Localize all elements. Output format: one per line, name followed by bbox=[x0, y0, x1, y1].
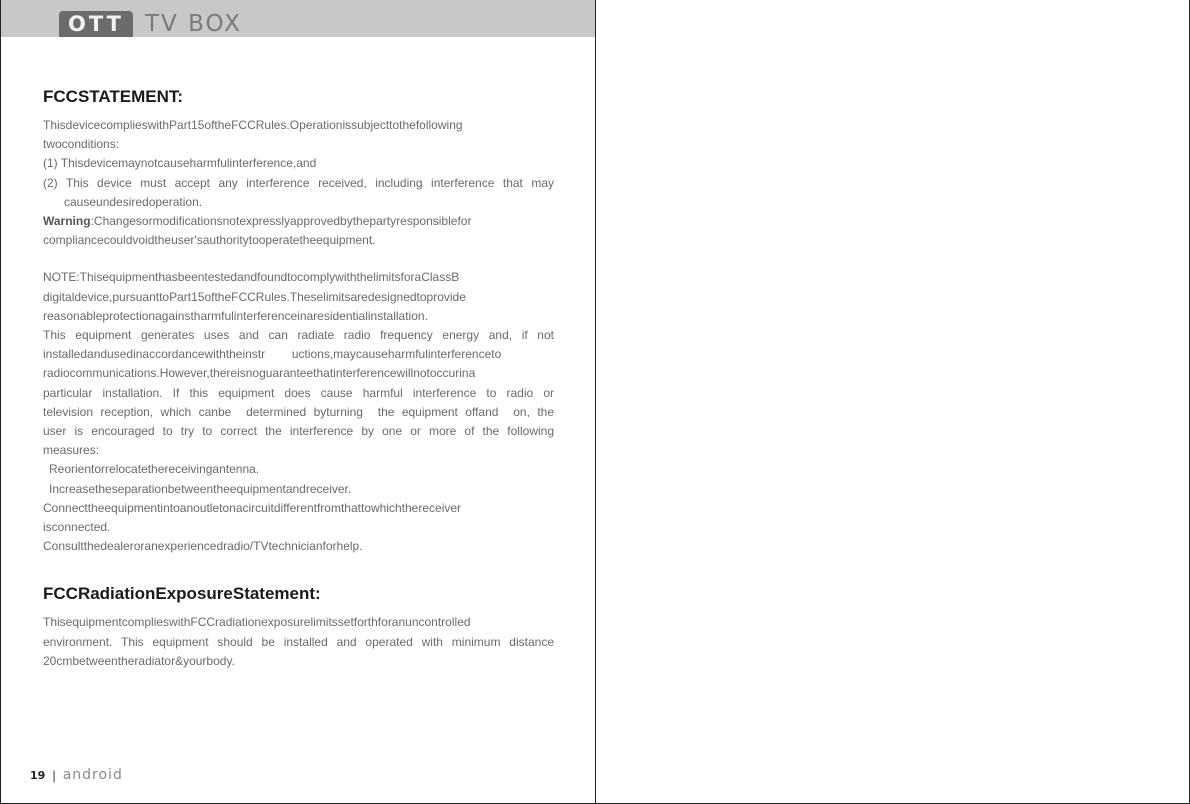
page-number: 19 bbox=[30, 768, 46, 782]
footer-separator: | bbox=[52, 767, 56, 783]
note-line: digitaldevice,pursuanttoPart15oftheFCCRules.Theselimitsaredesignedtoprovide bbox=[43, 289, 466, 304]
header-bar bbox=[1, 0, 595, 37]
spacer bbox=[43, 556, 554, 583]
tv-box-brand-text: TV BOX bbox=[145, 11, 242, 37]
radiation-line: environment. This equipment should be installed and operated with minimum distance bbox=[43, 634, 554, 649]
note-line: television reception, which canbe determined byturning the equipment offand on, the bbox=[43, 404, 554, 419]
page-content bbox=[43, 86, 554, 671]
android-brand-text: android bbox=[62, 767, 123, 783]
condition-2-line: causeundesiredoperation. bbox=[64, 194, 203, 209]
condition-1: (1) Thisdevicemaynotcauseharmfulinterference,and bbox=[43, 156, 317, 171]
ott-logo-badge: OTT bbox=[59, 11, 133, 37]
radiation-line: 20cmbetweentheradiator&yourbody. bbox=[43, 653, 235, 668]
radiation-statement-title: FCCRadiationExposureStatement: bbox=[43, 584, 321, 604]
warning-line: compliancecouldvoidtheuser'sauthoritytooperatetheequipment. bbox=[43, 233, 376, 248]
note-line: measures: bbox=[43, 443, 100, 458]
note-line: reasonableprotectionagainstharmfulinterferenceinaresidentialinstallation. bbox=[43, 308, 428, 323]
warning-label: Warning bbox=[43, 214, 91, 229]
fcc-statement-title: FCCSTATEMENT: bbox=[43, 87, 184, 106]
measure-item: Consultthedealeroranexperiencedradio/TVtechnicianforhelp. bbox=[43, 539, 363, 554]
spacer bbox=[43, 250, 554, 268]
measure-item: isconnected. bbox=[43, 520, 111, 535]
note-line: user is encouraged to try to correct the interference by one or more of the following bbox=[43, 424, 554, 439]
fcc-intro-line: ThisdevicecomplieswithPart15oftheFCCRules.Operationissubjecttothefollowing bbox=[43, 118, 463, 132]
condition-2-line: (2) This device must accept any interference received, including interference that may bbox=[43, 175, 554, 190]
measure-item: Reorientorrelocatethereceivingantenna. bbox=[49, 462, 260, 477]
fcc-intro-line: twoconditions: bbox=[43, 137, 120, 152]
right-page-blank bbox=[595, 0, 1190, 804]
note-line: This equipment generates uses and can radiate radio frequency energy and, if not bbox=[43, 328, 554, 343]
measure-item: Connecttheequipmentintoanoutletonacircuitdifferentfromthattowhichthereceiver bbox=[43, 500, 462, 515]
radiation-line: ThisequipmentcomplieswithFCCradiationexposurelimitssetforthforanuncontrolled bbox=[43, 615, 471, 630]
page-footer bbox=[30, 765, 123, 785]
measure-item: Increasetheseparationbetweentheequipmentandreceiver. bbox=[49, 481, 352, 496]
note-line: particular installation. If this equipment does cause harmful interference to radio or bbox=[43, 385, 554, 400]
warning-text: :Changesormodificationsnotexpresslyapprovedbythepartyresponsiblefor bbox=[90, 214, 472, 229]
note-line: radiocommunications.However,thereisnoguaranteethatinterferencewillnotoccurina bbox=[43, 366, 476, 381]
warning-paragraph bbox=[43, 212, 554, 231]
note-line: NOTE:ThisequipmenthasbeentestedandfoundtocomplywiththelimitsforaClassB bbox=[43, 270, 460, 285]
note-line: installedandusedinaccordancewiththeinstr uctions,maycauseharmfulinterferenceto bbox=[43, 347, 502, 362]
